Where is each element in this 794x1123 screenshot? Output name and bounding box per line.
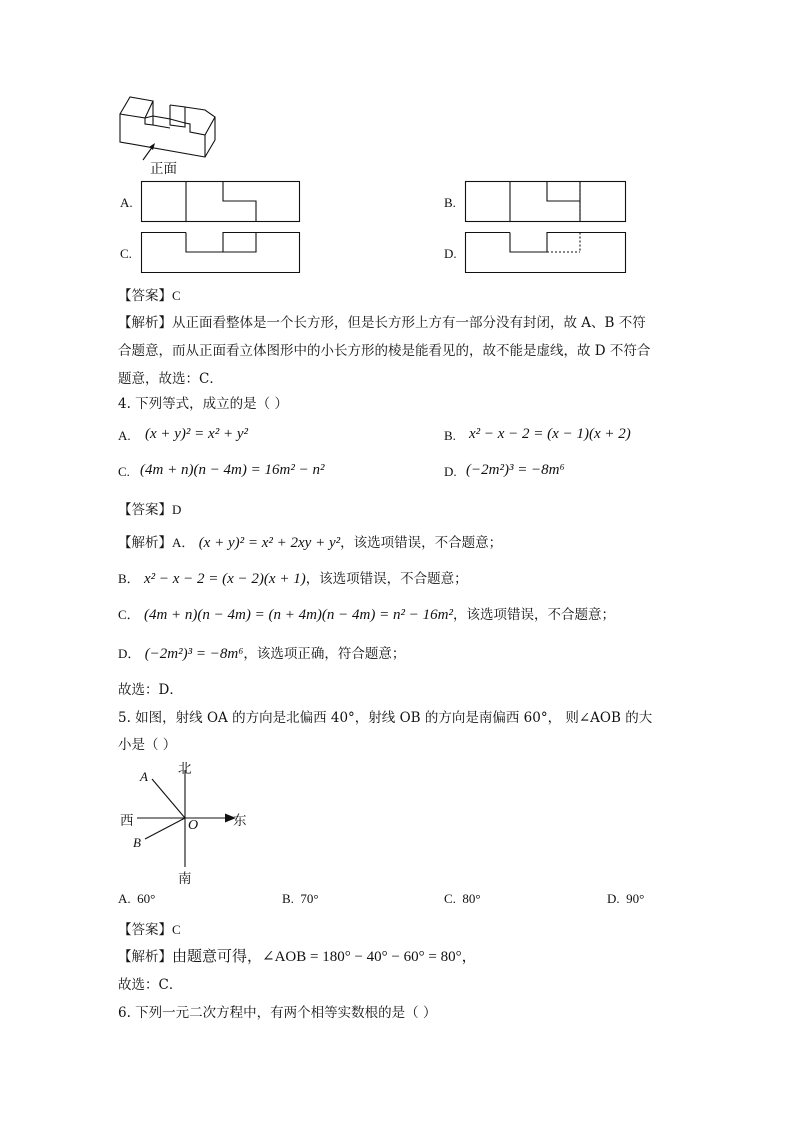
q6-title: 6. 下列一元二次方程中，有两个相等实数根的是（ ） bbox=[118, 1005, 437, 1021]
q5-title-line-1: 5. 如图，射线 OA 的方向是北偏西 40°，射线 OB 的方向是南偏西 60°， 则∠AOB 的大 bbox=[118, 710, 653, 726]
answer-value: D bbox=[172, 502, 182, 517]
q4-analysis-line-c: C． (4m + n)(n − 4m) = (n + 4m)(n − 4m) = n² − 16m²，该选项错误，不合题意； bbox=[118, 607, 615, 623]
q3-option-c-figure bbox=[141, 232, 301, 274]
q4-answer bbox=[118, 498, 181, 518]
q4-option-d-label: D. bbox=[444, 464, 457, 479]
analysis-label: 【解析】 bbox=[118, 949, 172, 965]
point-a-label: A bbox=[140, 769, 148, 784]
q4-option-c-label: C. bbox=[118, 464, 130, 479]
q3-analysis-line-3: 题意，故选：C． bbox=[118, 371, 223, 387]
q3-analysis-line-2: 合题意，而从正面看立体图形中的小长方形的棱是能看见的，故不能是虚线，故 D 不符合 bbox=[118, 343, 651, 359]
q4-option-a-expr: (x + y)² = x² + y² bbox=[145, 426, 248, 442]
q3-option-a-figure bbox=[141, 181, 301, 223]
q3-option-b-label: B. bbox=[444, 195, 456, 210]
q4-option-c-expr: (4m + n)(n − 4m) = 16m² − n² bbox=[140, 462, 325, 478]
answer-label: 【答案】 bbox=[118, 288, 172, 304]
front-view-label: 正面 bbox=[150, 161, 177, 177]
q3-analysis-line-1 bbox=[118, 311, 646, 331]
q3-answer bbox=[118, 284, 181, 304]
answer-label: 【答案】 bbox=[118, 502, 172, 518]
q4-title: 4. 下列等式，成立的是（ ） bbox=[118, 396, 288, 412]
analysis-label: 【解析】 bbox=[118, 535, 172, 551]
q4-analysis-line-a: 【解析】A． (x + y)² = x² + 2xy + y²，该选项错误，不合题意； bbox=[118, 535, 503, 551]
q4-analysis-line-b: B． x² − x − 2 = (x − 2)(x + 1)，该选项错误，不合题意； bbox=[118, 571, 468, 587]
q5-analysis bbox=[118, 945, 477, 966]
compass-east-label: 东 bbox=[233, 813, 247, 829]
q5-option-c: C. 80° bbox=[444, 891, 481, 906]
analysis-text: 从正面看整体是一个长方形，但是长方形上方有一部分没有封闭，故 A、B 不符 bbox=[172, 315, 646, 331]
answer-label: 【答案】 bbox=[118, 922, 172, 938]
compass-north-label: 北 bbox=[178, 761, 192, 777]
q5-conclusion: 故选：C． bbox=[118, 977, 183, 993]
point-b-label: B bbox=[133, 835, 141, 850]
q5-option-b: B. 70° bbox=[282, 891, 319, 906]
q4-option-b-label: B. bbox=[444, 428, 456, 443]
q3-option-d-label: D. bbox=[444, 246, 457, 261]
compass-west-label: 西 bbox=[120, 813, 134, 829]
q5-answer bbox=[118, 918, 181, 938]
q4-analysis-line-d: D． (−2m²)³ = −8m⁶，该选项正确，符合题意； bbox=[118, 646, 406, 662]
q4-option-b-expr: x² − x − 2 = (x − 1)(x + 2) bbox=[469, 426, 631, 442]
q4-option-d-expr: (−2m²)³ = −8m⁶ bbox=[466, 462, 565, 478]
q3-option-b-figure bbox=[465, 181, 627, 223]
q3-option-a-label: A. bbox=[120, 195, 133, 210]
answer-value: C bbox=[172, 922, 181, 937]
point-o-label: O bbox=[188, 818, 199, 833]
q5-option-a: A. 60° bbox=[118, 891, 156, 906]
q5-title-line-2: 小是（ ） bbox=[118, 737, 177, 753]
analysis-text: 由题意可得，∠AOB = 180° − 40° − 60° = 80°， bbox=[172, 949, 477, 965]
q3-option-d-figure bbox=[465, 232, 627, 274]
compass-south-label: 南 bbox=[178, 871, 192, 887]
q3-option-c-label: C. bbox=[120, 246, 132, 261]
q4-conclusion: 故选：D． bbox=[118, 682, 183, 698]
answer-value: C bbox=[172, 288, 181, 303]
q4-option-a-label: A. bbox=[118, 428, 131, 443]
q5-option-d: D. 90° bbox=[607, 891, 645, 906]
analysis-label: 【解析】 bbox=[118, 315, 172, 331]
